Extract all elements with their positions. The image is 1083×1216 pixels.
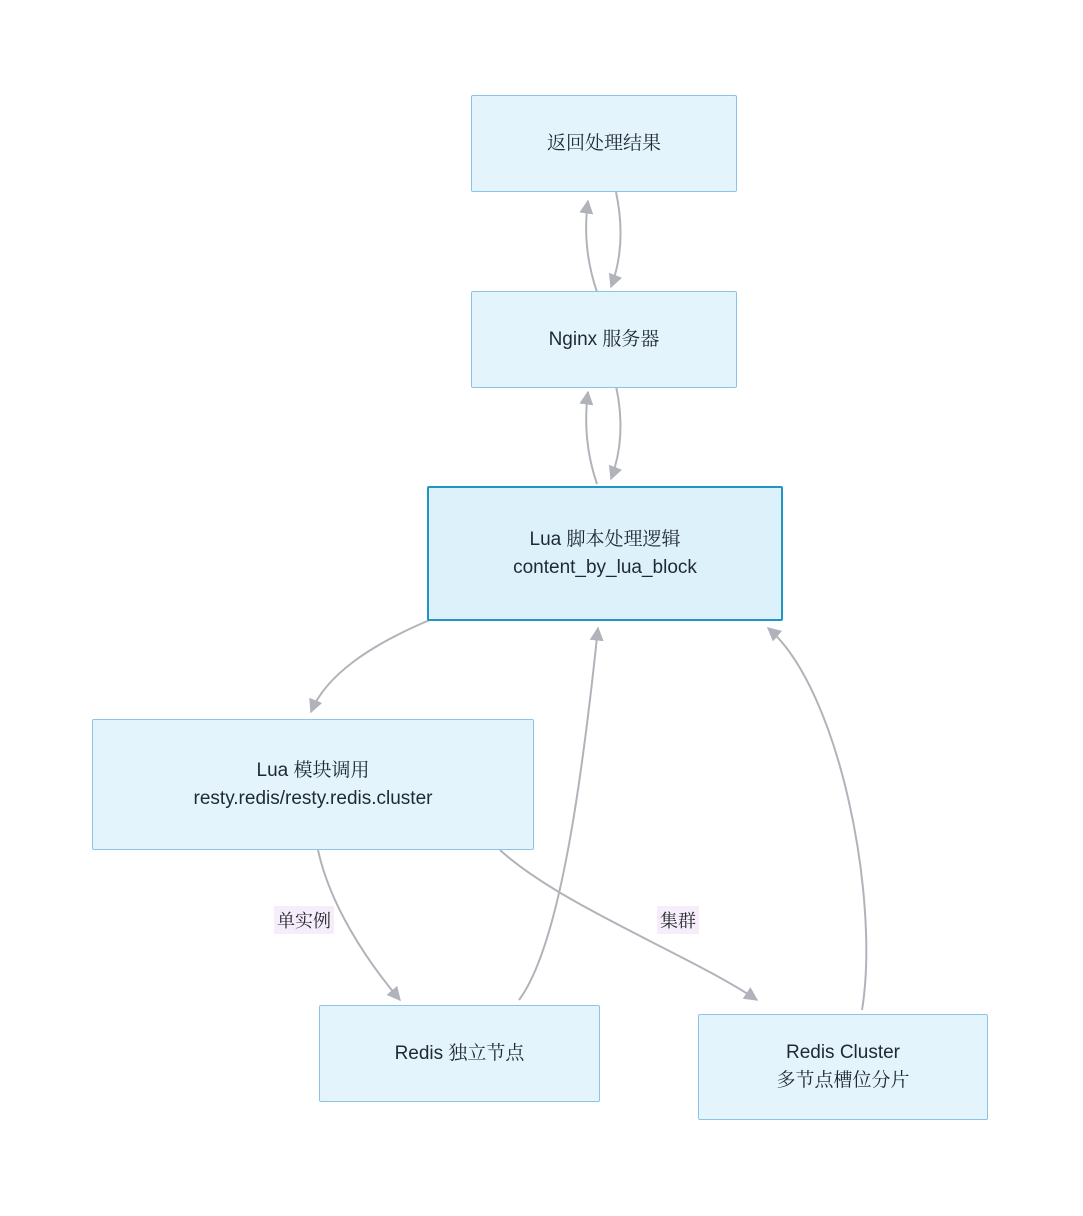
node-redis-cluster[interactable]: [698, 1014, 988, 1120]
edge-nginx-to-lua: [611, 386, 620, 479]
node-nginx[interactable]: [471, 291, 737, 388]
node-lua-script[interactable]: [427, 486, 783, 621]
edge-module-to-cluster: [500, 850, 757, 1000]
edge-label-cluster: 集群: [657, 906, 699, 934]
node-redis-cluster-label: Redis Cluster: [785, 1042, 901, 1064]
edge-cluster-to-lua: [768, 628, 866, 1010]
node-redis-cluster-sublabel: 多节点槽位分片: [776, 1070, 910, 1091]
edge-result-to-nginx: [611, 192, 620, 287]
node-lua-module[interactable]: [92, 719, 534, 850]
edge-nginx-to-result: [586, 201, 597, 292]
node-result-label: 返回处理结果: [546, 132, 661, 154]
edge-lua-to-module: [311, 619, 432, 712]
edge-label-single-instance: 单实例: [274, 906, 334, 934]
node-nginx-label: Nginx 服务器: [548, 328, 660, 350]
node-redis-single-label: Redis 独立节点: [394, 1042, 525, 1064]
edge-lua-to-nginx: [586, 392, 597, 484]
node-lua-module-sublabel: resty.redis/resty.redis.cluster: [193, 787, 433, 809]
node-lua-module-label: Lua 模块调用: [256, 759, 370, 781]
node-lua-script-label: Lua 脚本处理逻辑: [529, 528, 681, 550]
node-redis-single[interactable]: [319, 1005, 600, 1102]
node-lua-script-sublabel: content_by_lua_block: [513, 556, 697, 578]
node-result[interactable]: [471, 95, 737, 192]
